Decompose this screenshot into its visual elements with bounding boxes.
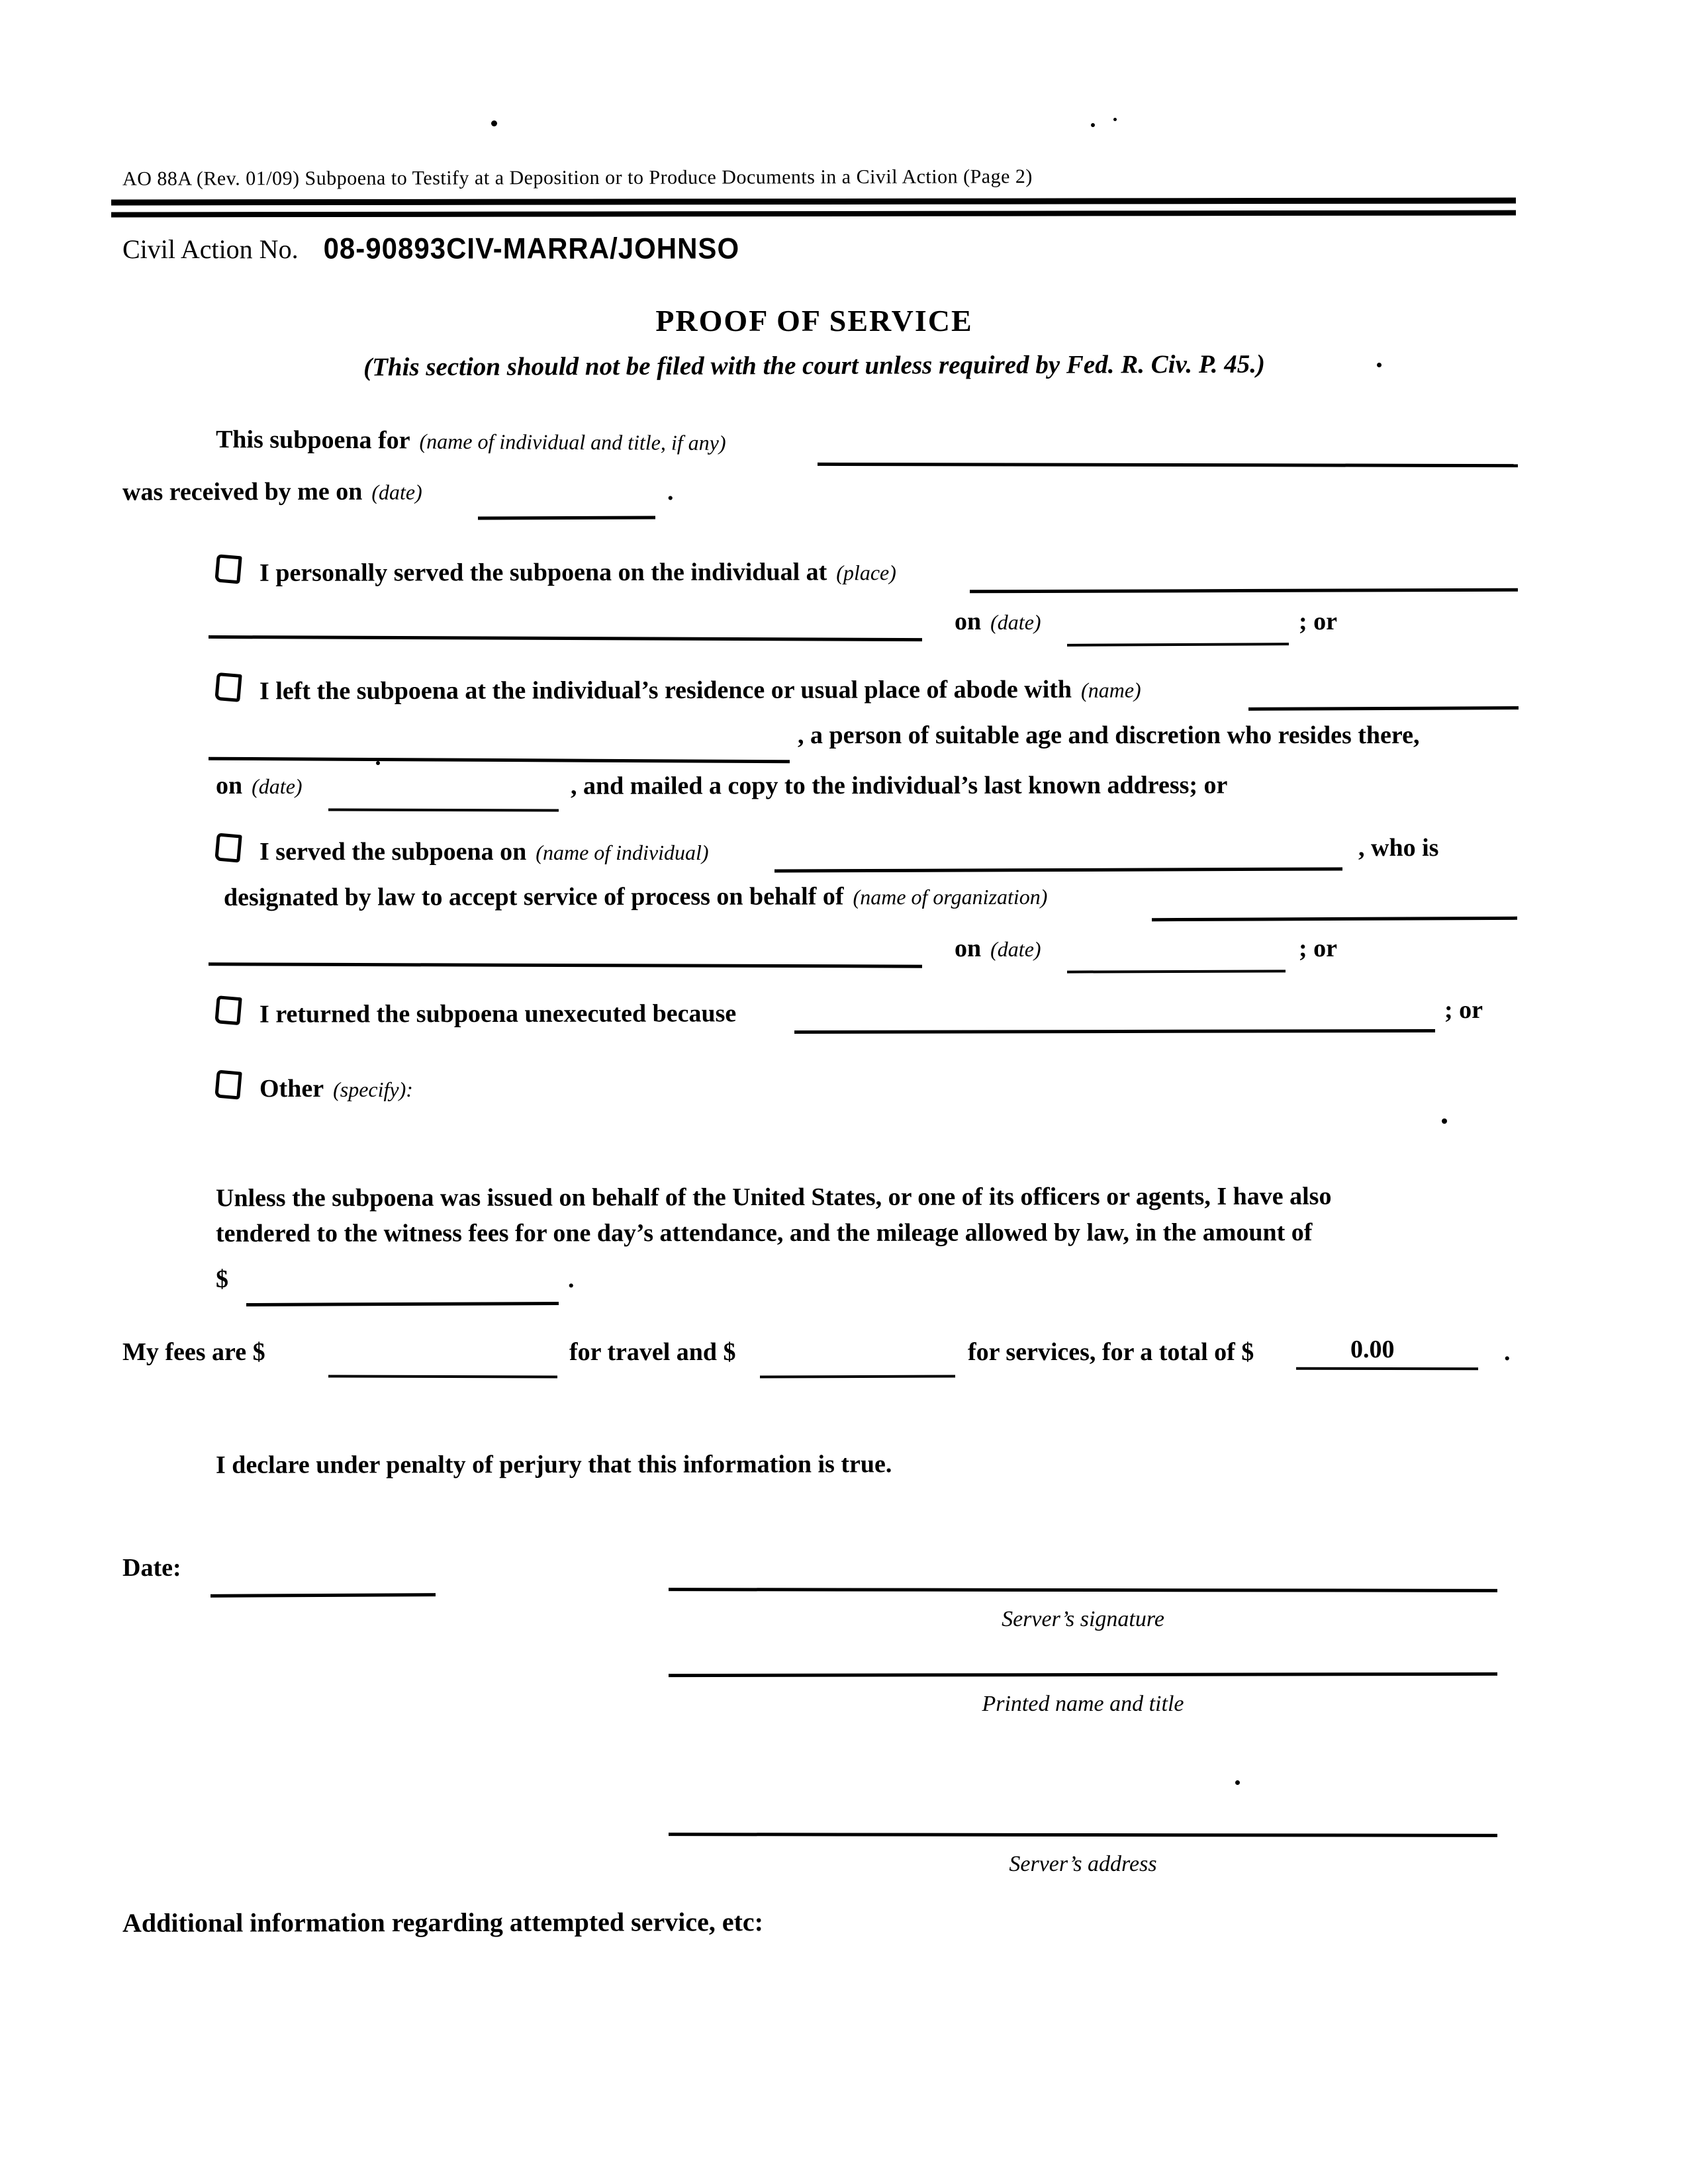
agent-date-field-line	[1067, 970, 1286, 973]
header-divider	[111, 198, 1516, 218]
tender-dollar-sign: $	[216, 1265, 228, 1293]
additional-info-label: Additional information regarding attempted service, etc:	[122, 1907, 764, 1938]
organization-field-line-2	[209, 962, 922, 968]
form-header: AO 88A (Rev. 01/09) Subpoena to Testify at a Deposition or to Produce Documents in a Civil Action (Page 2)	[122, 165, 1033, 190]
fees-services-label: for services, for a total of $	[968, 1338, 1254, 1366]
personal-date-field-line	[1067, 643, 1289, 647]
civil-action-number: 08-90893CIV-MARRA/JOHNSO	[323, 232, 740, 265]
agent-line2	[224, 882, 1048, 913]
personal-or: ; or	[1299, 608, 1338, 635]
personal-service-option	[216, 554, 896, 588]
checkbox-residence-service	[214, 672, 242, 702]
specify-hint: (specify):	[333, 1077, 413, 1101]
total-fee-field-line	[1296, 1367, 1478, 1371]
agent-name-field-line	[774, 868, 1342, 873]
scan-artifact-dot	[1113, 118, 1117, 121]
agent-service-option	[216, 834, 709, 867]
fees-period: .	[1504, 1338, 1511, 1366]
checkbox-other	[214, 1069, 242, 1099]
place-field-line-2	[209, 635, 922, 641]
received-date-field-line	[478, 516, 655, 520]
tender-paragraph-line2: tendered to the witness fees for one day’s attendance, and the mileage allowed by law, in the amount of	[215, 1218, 1313, 1248]
tender-amount-field-line	[246, 1302, 559, 1306]
checkbox-agent-service	[214, 833, 242, 862]
residence-service-option	[216, 672, 1141, 707]
date-label: Date:	[122, 1554, 181, 1582]
other-option	[216, 1071, 413, 1104]
checkbox-unexecuted	[214, 995, 242, 1025]
services-fee-field-line	[760, 1375, 955, 1378]
agent-service-text: I served the subpoena on	[259, 838, 527, 866]
name-title-hint: (name of individual and title, if any)	[419, 429, 726, 455]
on-text: on	[216, 772, 243, 799]
place-hint: (place)	[836, 561, 896, 585]
scan-artifact-dot	[1091, 123, 1095, 127]
designated-text: designated by law to accept service of process on behalf of	[223, 882, 844, 912]
scan-artifact-dot	[491, 120, 497, 126]
organization-field-line	[1152, 917, 1517, 921]
other-text: Other	[259, 1075, 324, 1103]
individual-name-hint: (name of individual)	[536, 841, 709, 864]
tender-paragraph-line1: Unless the subpoena was issued on behalf of the United States, or one of its officers or agents, I have also	[215, 1182, 1332, 1212]
unexecuted-text: I returned the subpoena unexecuted because	[259, 999, 737, 1028]
unexecuted-or: ; or	[1444, 996, 1483, 1024]
name-hint: (name)	[1080, 678, 1141, 702]
residence-line2: , a person of suitable age and discretion who resides there,	[798, 721, 1420, 749]
date-field-line	[211, 1593, 436, 1598]
signature-caption: Server’s signature	[1002, 1607, 1164, 1631]
received-on-line	[122, 477, 422, 507]
date-hint: (date)	[252, 774, 303, 798]
name-title-field-line	[818, 463, 1518, 467]
civil-action-line	[122, 233, 739, 265]
fees-prefix: My fees are $	[122, 1338, 265, 1366]
unexecuted-option	[216, 995, 736, 1029]
residence-date-field-line	[328, 808, 559, 811]
personal-service-text: I personally served the subpoena on the individual at	[259, 558, 827, 587]
residence-name-field-line-2	[209, 757, 790, 764]
residence-line3: , and mailed a copy to the individual’s last known address; or	[570, 771, 1228, 800]
residence-on-date	[216, 772, 303, 801]
agent-on-date	[955, 934, 1041, 964]
fees-travel-label: for travel and $	[569, 1338, 736, 1366]
on-text: on	[955, 608, 982, 635]
total-fee-value: 0.00	[1350, 1336, 1395, 1363]
scan-artifact-dot	[1442, 1118, 1447, 1124]
residence-name-field-line	[1248, 706, 1519, 711]
place-field-line	[970, 588, 1518, 594]
printed-name-line	[669, 1672, 1497, 1677]
on-text: on	[955, 934, 982, 962]
scan-artifact-dot	[1377, 363, 1382, 367]
personal-on-date	[955, 608, 1041, 637]
tender-period: .	[568, 1265, 575, 1293]
scan-artifact-dot	[1235, 1780, 1240, 1785]
organization-hint: (name of organization)	[853, 884, 1048, 909]
subpoena-for-text: This subpoena for	[215, 425, 410, 455]
who-is-text: , who is	[1358, 834, 1439, 862]
printed-name-caption: Printed name and title	[982, 1692, 1184, 1716]
scan-artifact-dot	[376, 761, 380, 765]
unexecuted-reason-field-line	[794, 1029, 1435, 1034]
filing-notice: (This section should not be filed with the court unless required by Fed. R. Civ. P. 45.)	[363, 349, 1265, 382]
address-caption: Server’s address	[1009, 1852, 1157, 1876]
agent-or: ; or	[1299, 934, 1338, 962]
received-on-text: was received by me on	[122, 477, 363, 506]
subpoena-for-line	[216, 426, 726, 457]
checkbox-personal-service	[214, 554, 242, 584]
date-hint: (date)	[990, 937, 1041, 961]
period-mark: .	[667, 478, 674, 506]
perjury-declaration: I declare under penalty of perjury that this information is true.	[215, 1450, 892, 1479]
signature-line	[669, 1588, 1497, 1592]
address-line	[669, 1833, 1497, 1837]
residence-service-text: I left the subpoena at the individual’s residence or usual place of abode with	[259, 675, 1072, 705]
received-date-hint: (date)	[371, 480, 422, 504]
travel-fee-field-line	[328, 1375, 557, 1378]
civil-action-label: Civil Action No.	[122, 234, 299, 264]
page-title: PROOF OF SERVICE	[655, 304, 973, 338]
date-hint: (date)	[990, 610, 1041, 634]
